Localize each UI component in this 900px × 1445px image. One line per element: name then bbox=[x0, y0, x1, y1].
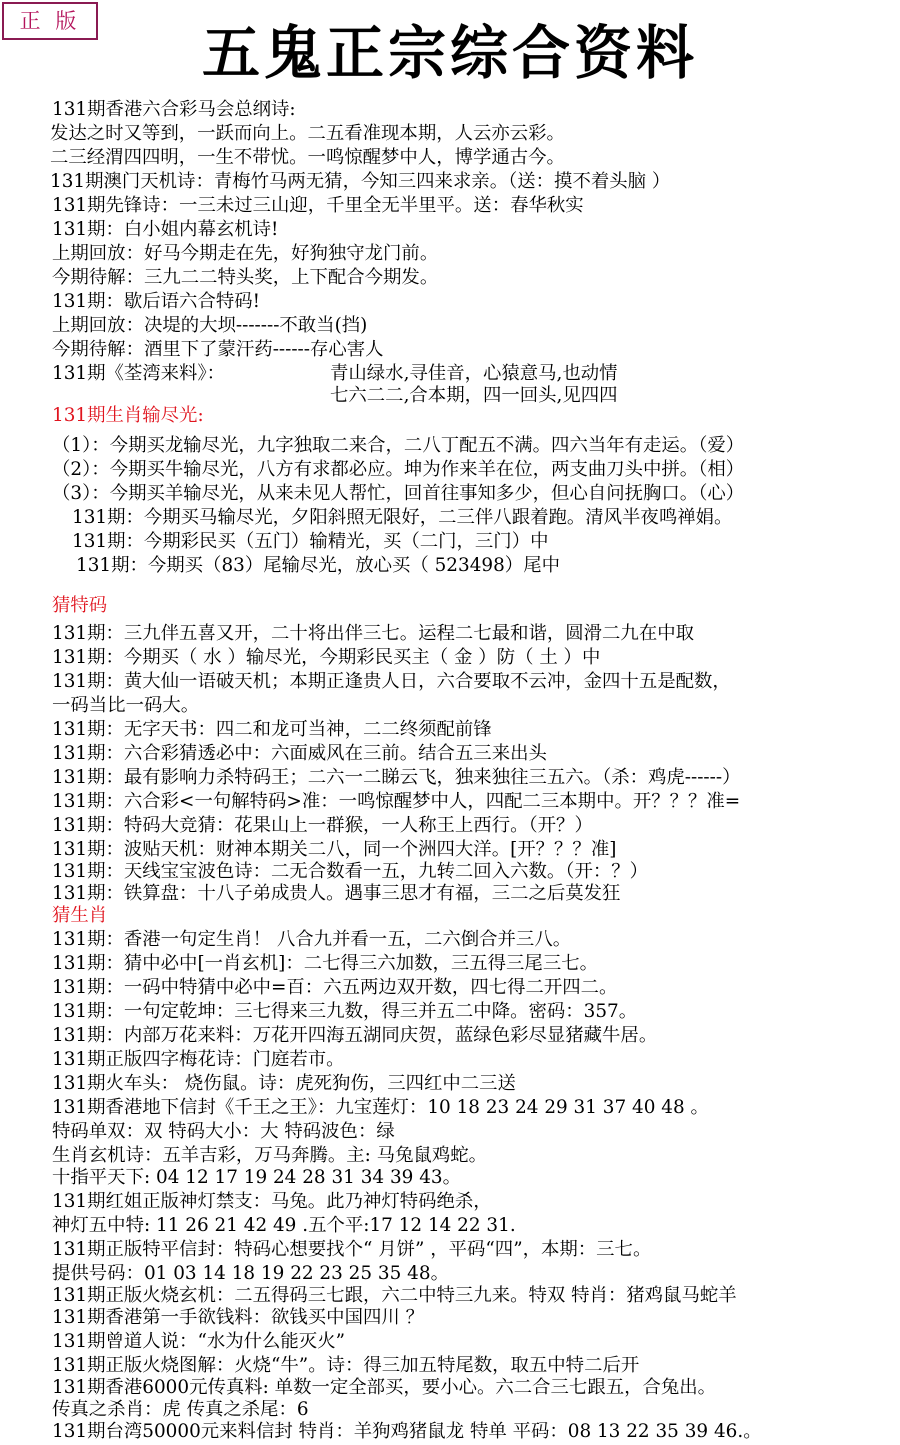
text-line: （2）：今期买牛输尽光，八方有求都必应。坤为作来羊在位，两支曲刀头中拼。（相） bbox=[52, 459, 745, 480]
text-line: 131期：黄大仙一语破天机；本期正逢贵人日，六合要取不云冲，金四十五是配数， bbox=[52, 671, 731, 692]
text-line: 131期香港六合彩马会总纲诗: bbox=[52, 99, 296, 120]
text-line: 131期：最有影响力杀特码王；二六一二睇云飞，独来独往三五六。（杀：鸡虎------） bbox=[52, 767, 741, 788]
text-line: 131期：特码大竞猜：花果山上一群猴，一人称王上西行。（开？） bbox=[52, 815, 593, 836]
genuine-badge: 正 版 bbox=[2, 2, 98, 40]
text-line: 上期回放：决堤的大坝-------不敢当(挡) bbox=[52, 315, 368, 336]
text-line: 131期：无字天书：四二和龙可当神，二二终须配前锋 bbox=[52, 719, 492, 740]
text-line: 131期正版四字梅花诗：门庭若市。 bbox=[52, 1049, 345, 1070]
text-line: 131期：今期买（83）尾输尽光，放心买（ 523498）尾中 bbox=[76, 555, 560, 576]
text-line: 131期：香港一句定生肖！ 八合九并看一五，二六倒合并三八。 bbox=[52, 929, 572, 950]
text-line: （1）：今期买龙输尽光，九字独取二来合，二八丁配五不满。四六当年有走运。（爱） bbox=[52, 435, 745, 456]
text-line: 发达之时又等到，一跃而向上。二五看准现本期，人云亦云彩。 bbox=[50, 123, 565, 144]
text-line: 十指平天下: 04 12 17 19 24 28 31 34 39 43。 bbox=[52, 1167, 462, 1188]
text-line: 131期：猜中必中[一肖玄机]：二七得三六加数，三五得三尾三七。 bbox=[52, 953, 598, 974]
text-line: 今期待解：三九二二特头奖，上下配合今期发。 bbox=[52, 267, 439, 288]
text-line: 131期香港6000元传真料: 单数一定全部买，要小心。六二合三七跟五，合兔出。 bbox=[52, 1377, 717, 1398]
text-line: 131期台湾50000元来料信封 特肖：羊狗鸡猪鼠龙 特单 平码：08 13 22 35 39 46.。 bbox=[52, 1421, 762, 1442]
text-line: 二三经渭四四明，一生不带忧。一鸣惊醒梦中人，博学通古今。 bbox=[50, 147, 565, 168]
text-line: 131期正版火烧图解：火烧“牛”。诗：得三加五特尾数，取五中特二后开 bbox=[52, 1355, 640, 1376]
text-line: 131期火车头： 烧伤鼠。诗：虎死狗伤，三四红中二三送 bbox=[52, 1073, 516, 1094]
text-line: 131期：一码中特猜中必中=百：六五两边双开数，四七得二开四二。 bbox=[52, 977, 618, 998]
text-line: 131期：歇后语六合特码! bbox=[52, 291, 261, 312]
text-line: 131期先锋诗：一三未过三山迎，千里全无半里平。送：春华秋实 bbox=[52, 195, 584, 216]
text-line: 131期香港地下信封《千王之王》：九宝莲灯：10 18 23 24 29 31 37 40 48 。 bbox=[52, 1097, 709, 1118]
text-line: （3）：今期买羊输尽光，从来未见人帮忙，回首往事知多少，但心自问抚胸口。（心） bbox=[52, 483, 745, 504]
text-line: 131期：六合彩<一句解特码>准：一鸣惊醒梦中人，四配二三本期中。开？？？准= bbox=[52, 791, 741, 812]
text-line: 131期：白小姐内幕玄机诗! bbox=[52, 219, 279, 240]
text-line: 传真之杀肖：虎 传真之杀尾：6 bbox=[52, 1399, 309, 1420]
text-line: 131期：铁算盘：十八子弟成贵人。遇事三思才有福，三二之后莫发狂 bbox=[52, 883, 621, 904]
text-line: 131期：内部万花来料：万花开四海五湖同庆贺，蓝绿色彩尽显猪藏牛居。 bbox=[52, 1025, 658, 1046]
text-line: 131期《荃湾来料》： bbox=[52, 363, 226, 384]
text-line: 131期正版火烧玄机：二五得码三七跟，六二中特三九来。特双 特肖：猪鸡鼠马蛇羊 bbox=[52, 1285, 737, 1306]
text-line: 131期：波贴天机：财神本期关二八，同一个洲四大洋。[开？？？准] bbox=[52, 839, 617, 860]
text-line: 131期正版特平信封：特码心想要找个“ 月饼” ，平码“四”，本期：三七。 bbox=[52, 1239, 652, 1260]
text-line: 生肖玄机诗：五羊吉彩，万马奔腾。主: 马兔鼠鸡蛇。 bbox=[52, 1145, 488, 1166]
text-line: 上期回放：好马今期走在先，好狗独守龙门前。 bbox=[52, 243, 439, 264]
text-line: 今期待解：酒里下了蒙汗药------存心害人 bbox=[52, 339, 384, 360]
text-line: 131期：一句定乾坤：三七得来三九数，得三并五二中降。密码：357。 bbox=[52, 1001, 638, 1022]
text-line: 131期：今期买（ 水 ）输尽光，今期彩民买主（ 金 ）防（ 土 ）中 bbox=[52, 647, 601, 668]
text-line: 131期：今期彩民买（五门）输精光，买（二门，三门）中 bbox=[72, 531, 549, 552]
section-heading: 猜特码 bbox=[52, 595, 108, 616]
text-line: 七六二二,合本期，四一回头,见四四 bbox=[330, 385, 618, 406]
section-heading: 猜生肖 bbox=[52, 905, 108, 926]
text-line: 131期香港第一手欲钱料：欲钱买中国四川 ？ bbox=[52, 1307, 424, 1328]
text-line: 131期红姐正版神灯禁支：马兔。此乃神灯特码绝杀， bbox=[52, 1191, 492, 1212]
page-title: 五鬼正宗综合资料 bbox=[201, 19, 698, 87]
text-line: 一码当比一码大。 bbox=[52, 695, 200, 716]
text-line: 特码单双：双 特码大小：大 特码波色：绿 bbox=[52, 1121, 395, 1142]
text-line: 131期：今期买马输尽光，夕阳斜照无限好，二三伴八跟着跑。清风半夜鸣禅娟。 bbox=[72, 507, 733, 528]
text-line: 神灯五中特: 11 26 21 42 49 .五个平:17 12 14 22 31. bbox=[52, 1215, 516, 1236]
section-heading: 131期生肖输尽光: bbox=[52, 405, 204, 426]
text-line: 131期：天线宝宝波色诗：二无合数看一五，九转二回入六数。（开：？） bbox=[52, 861, 649, 882]
text-line: 131期：三九伴五喜又开，二十将出伴三七。运程二七最和谐，圆滑二九在中取 bbox=[52, 623, 694, 644]
text-line: 131期澳门天机诗：青梅竹马两无猜，今知三四来求亲。（送：摸不着头脑 ） bbox=[50, 171, 671, 192]
text-line: 提供号码：01 03 14 18 19 22 23 25 35 48。 bbox=[52, 1263, 449, 1284]
text-line: 131期曾道人说：“水为什么能灭火” bbox=[52, 1331, 345, 1352]
text-line: 131期：六合彩猜透必中：六面威风在三前。结合五三来出头 bbox=[52, 743, 547, 764]
text-line: 青山绿水,寻佳音，心猿意马,也动情 bbox=[330, 363, 618, 384]
